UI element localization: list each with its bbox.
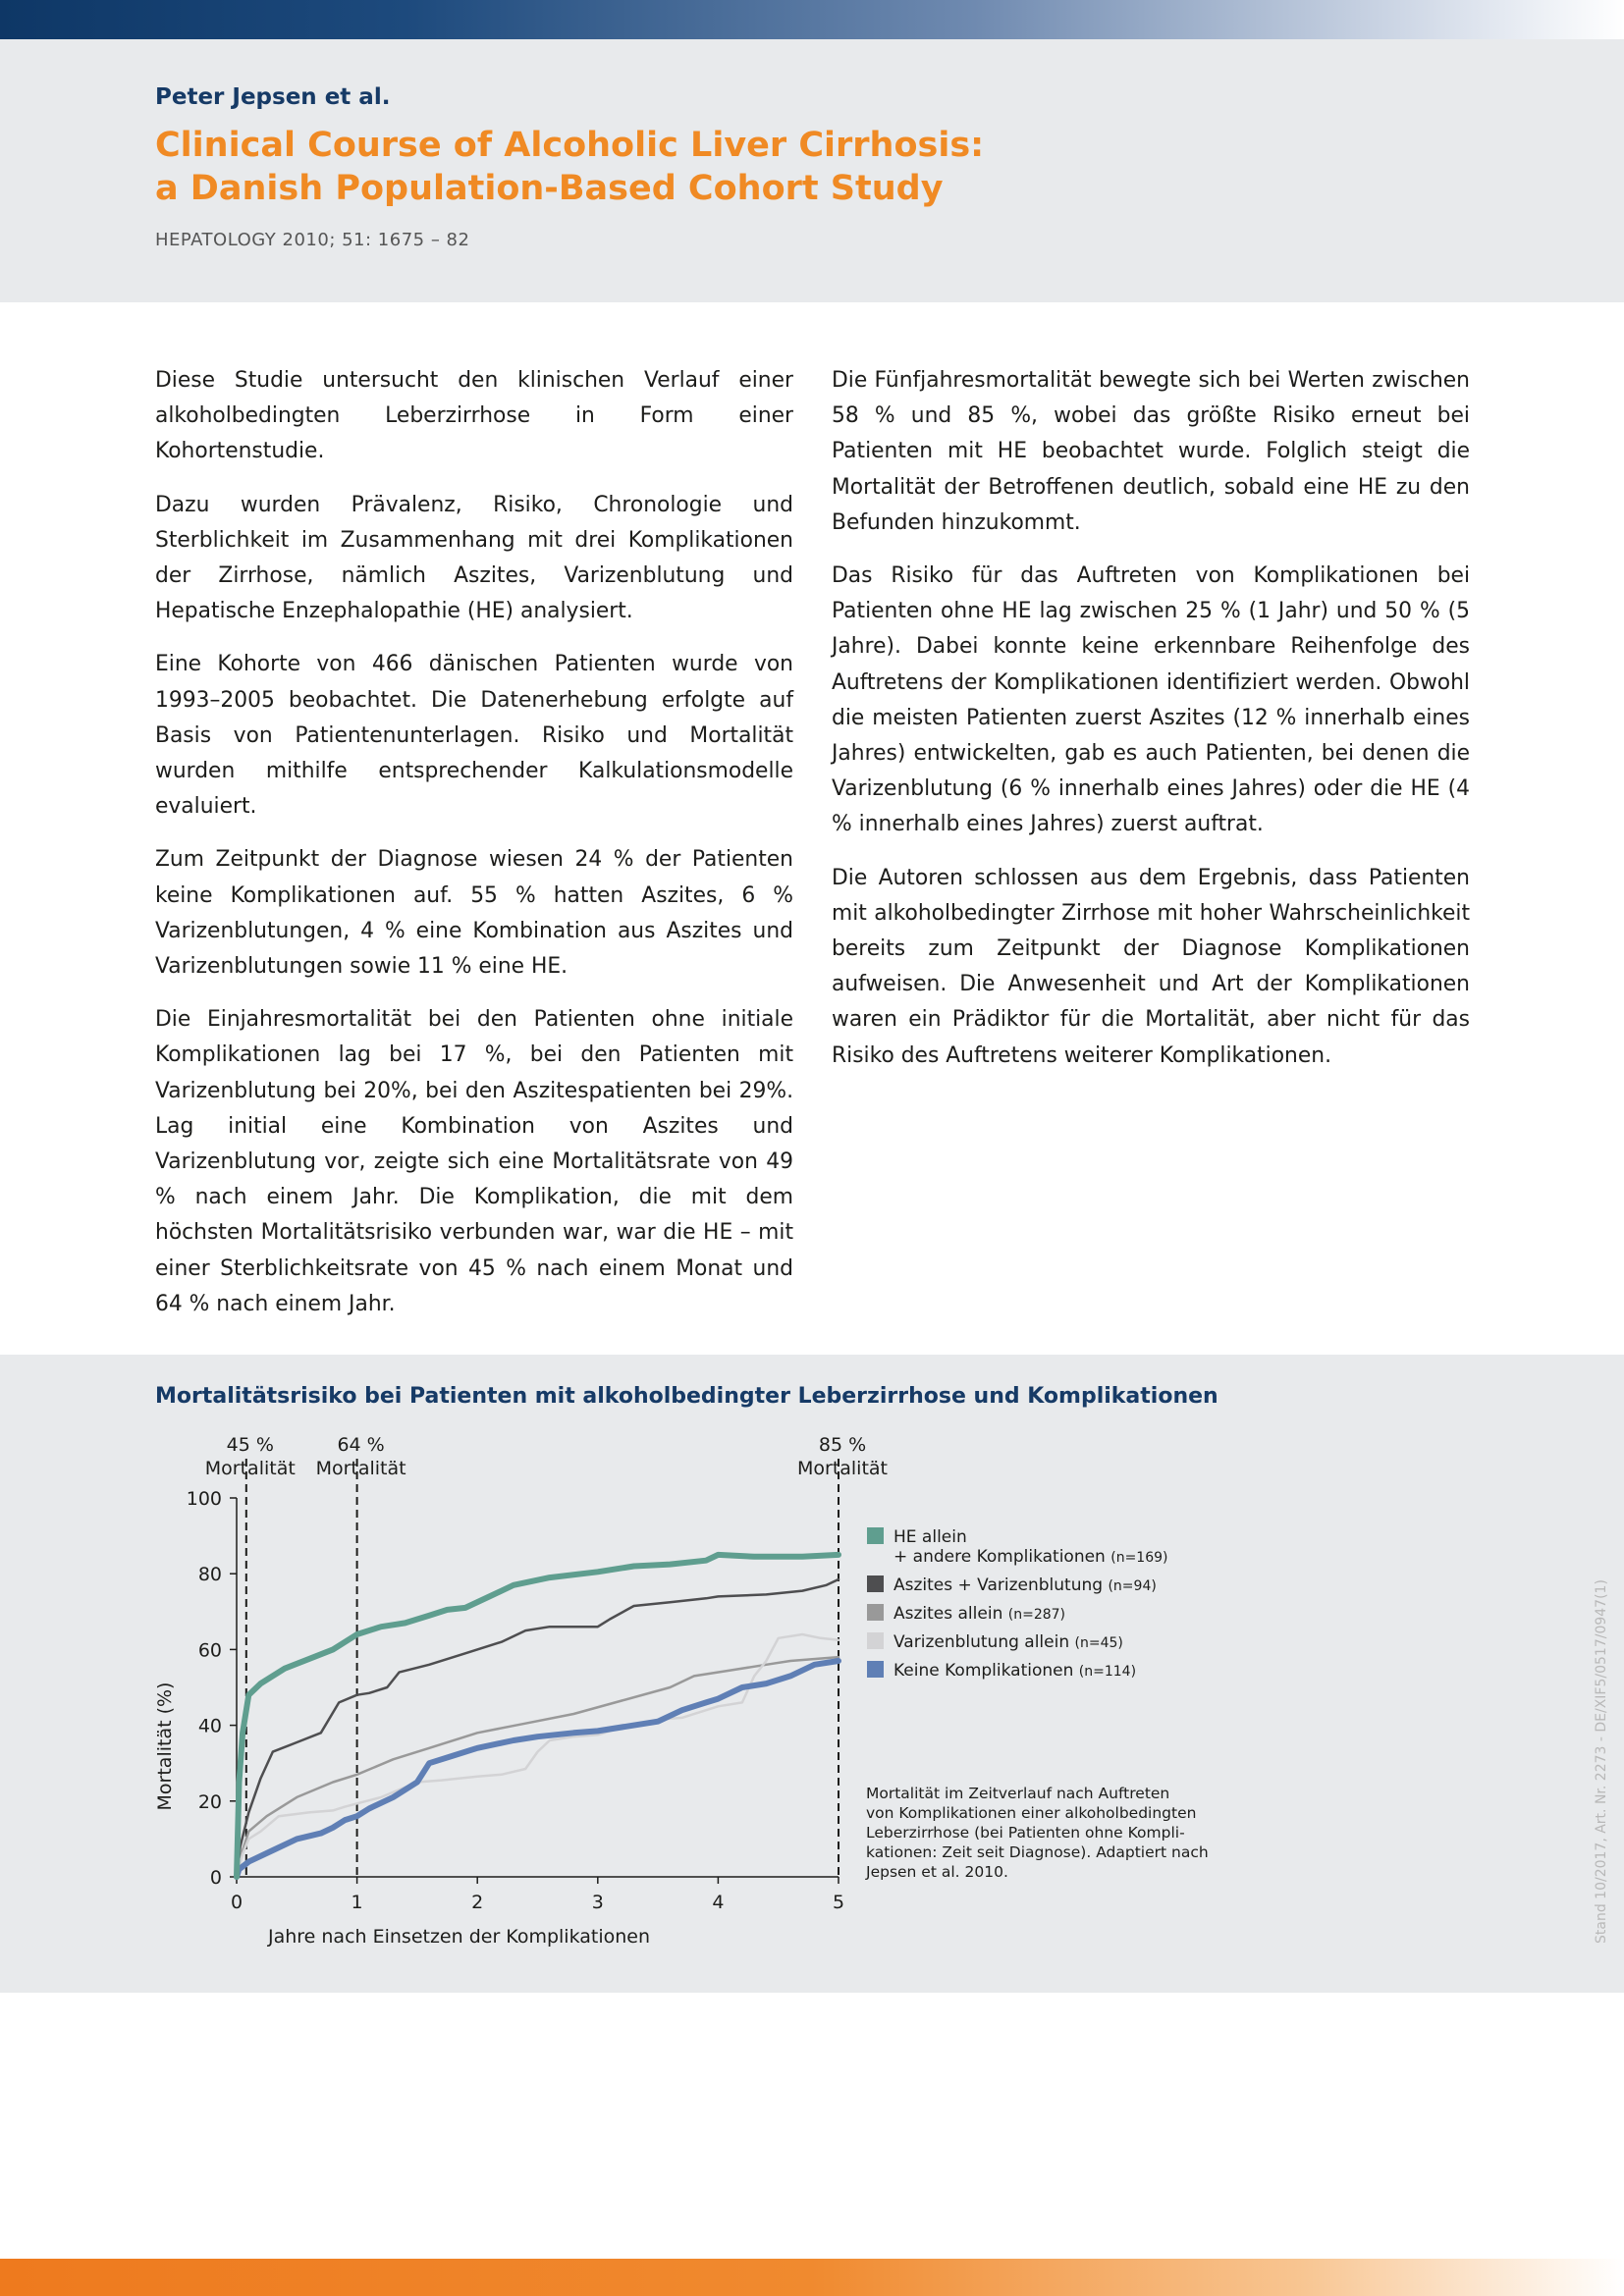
x-axis-label: Jahre nach Einsetzen der Komplikationen [267,1926,651,1948]
legend-count: (n=94) [1108,1578,1157,1594]
article-title [155,124,984,210]
x-tick-label: 2 [471,1892,484,1913]
legend-label-text: Aszites allein [893,1604,1008,1624]
x-tick-label: 5 [832,1892,845,1913]
y-tick-label: 0 [209,1867,222,1889]
x-tick-label: 1 [351,1892,363,1913]
y-tick-label: 80 [197,1564,222,1586]
legend-label [893,1575,1157,1595]
mortality-marker-percent: 64 % [337,1434,385,1456]
legend-swatch [867,1604,884,1621]
y-tick-label: 100 [186,1488,222,1510]
legend-count: (n=169) [1110,1550,1168,1566]
legend-swatch [867,1661,884,1678]
legend-label-text: Keine Komplikationen [893,1661,1079,1681]
article-title-line-1: Clinical Course of Alcoholic Liver Cirrhosis: [155,126,985,165]
legend-count: (n=114) [1078,1664,1137,1680]
legend-swatch [867,1632,884,1649]
x-tick-label: 4 [712,1892,725,1913]
paragraph: Diese Studie untersucht den klinischen Verlauf einer alkoholbedingten Leberzirrhose in Form einer Kohortenstudie. [155,368,793,464]
chart-caption-line: Jepsen et al. 2010. [866,1863,1008,1881]
legend-count: (n=45) [1074,1635,1123,1651]
legend-label: HE allein [893,1527,967,1547]
legend-label [893,1632,1123,1652]
paragraph: Das Risiko für das Auftreten von Komplikationen bei Patienten ohne HE lag zwischen 25 % (1 Jahr) und 50 % (5 Jahre). Dabei konnte keine erkennbare Reihenfolge des Auftretens der Komplikationen identifiziert werden. Obwohl die meisten Patienten zuerst Aszites (12 % innerhalb eines Jahres) entwickelten, gab es auch Patienten, bei denen die Varizenblutung (6 % innerhalb eines Jahres) oder die HE (4 % innerhalb eines Jahres) zuerst auftrat. [832,563,1470,837]
paragraph: Zum Zeitpunkt der Diagnose wiesen 24 % der Patienten keine Komplikationen auf. 55 % hatten Aszites, 6 % Varizenblutungen, 4 % eine Kombination aus Aszites und Varizenblutungen sowie 11 % eine HE. [155,847,793,980]
chart-caption-line: kationen: Zeit seit Diagnose). Adaptiert nach [866,1843,1209,1861]
paragraph: Die Einjahresmortalität bei den Patienten ohne initiale Komplikationen lag bei 17 %, bei den Patienten mit Varizenblutung bei 20%, bei den Aszitespatienten bei 29%. Lag initial eine Kombination von Aszites und Varizenblutung vor, zeigte sich eine Mortalitätsrate von 49 % nach einem Jahr. Die Komplikation, die mit dem höchsten Mortalitätsrisiko verbunden war, war die HE – mit einer Sterblichkeitsrate von 45 % nach einem Monat und 64 % nach einem Jahr. [155,1007,793,1316]
mortality-chart [0,1414,1624,1983]
legend-swatch [867,1527,884,1544]
y-tick-label: 40 [197,1715,222,1737]
legend-label [893,1604,1065,1624]
x-tick-label: 3 [591,1892,604,1913]
mortality-marker-label: Mortalität [315,1458,406,1479]
bottom-gradient-bar [0,2259,1624,2296]
series-line [237,1661,839,1877]
mortality-marker-label: Mortalität [204,1458,296,1479]
paragraph: Dazu wurden Prävalenz, Risiko, Chronologie und Sterblichkeit im Zusammenhang mit drei Komplikationen der Zirrhose, nämlich Aszites, Varizenblutung und Hepatische Enzephalopathie (HE) analysiert. [155,492,793,624]
body-column-right [832,363,1470,1092]
chart-caption-line: Leberzirrhose (bei Patienten ohne Kompli- [866,1824,1185,1842]
y-tick-label: 20 [197,1790,222,1813]
article-author: Peter Jepsen et al. [155,84,391,110]
mortality-marker-label: Mortalität [796,1458,889,1479]
body-column-left [155,363,793,1340]
paragraph: Die Fünfjahresmortalität bewegte sich bei Werten zwischen 58 % und 85 %, wobei das größte Risiko erneut bei Patienten mit HE beobachtet wurde. Folglich steigt die Mortalität der Betroffenen deutlich, sobald eine HE zu den Befunden hinzukommt. [832,368,1470,535]
legend-label-text: + andere Komplikationen [893,1547,1111,1567]
legend-label [893,1661,1136,1681]
paragraph: Eine Kohorte von 466 dänischen Patienten wurde von 1993–2005 beobachtet. Die Datenerhebung erfolgte auf Basis von Patientenunterlagen. Risiko und Mortalität wurden mithilfe entsprechender Kalkulationsmodelle evaluiert. [155,652,793,820]
y-tick-label: 60 [197,1639,222,1662]
y-axis-label: Mortalität (%) [154,1682,176,1811]
legend-label-text: Varizenblutung allein [893,1632,1075,1652]
side-note-text: Stand 10/2017, Art. Nr. 2273 - DE/XIF5/0517/0947(1) [1594,1579,1609,1944]
chart-caption-line: Mortalität im Zeitverlauf nach Auftreten [866,1785,1170,1802]
series-line [237,1634,839,1877]
mortality-marker-percent: 45 % [226,1434,274,1456]
x-tick-label: 0 [230,1892,244,1913]
side-note [1591,1531,1610,1944]
legend-count: (n=287) [1007,1607,1065,1623]
legend-label [893,1547,1167,1567]
paragraph: Die Autoren schlossen aus dem Ergebnis, dass Patienten mit alkoholbedingter Zirrhose mit hoher Wahrscheinlichkeit bereits zum Zeitpunkt der Diagnose Komplikationen aufweisen. Die Anwesenheit und Art der Komplikationen waren ein Prädiktor für die Mortalität, aber nicht für das Risiko des Auftretens weiterer Komplikationen. [832,865,1470,1068]
article-title-line-2: a Danish Population-Based Cohort Study [155,169,944,208]
article-citation: HEPATOLOGY 2010; 51: 1675 – 82 [155,230,470,250]
legend-label-text: Aszites + Varizenblutung [893,1575,1109,1595]
top-gradient-bar [0,0,1624,39]
chart-caption-line: von Komplikationen einer alkoholbedingten [866,1804,1197,1822]
mortality-marker-percent: 85 % [818,1434,867,1456]
legend-swatch [867,1575,884,1592]
chart-title: Mortalitätsrisiko bei Patienten mit alkoholbedingter Leberzirrhose und Komplikationen [155,1384,1218,1409]
